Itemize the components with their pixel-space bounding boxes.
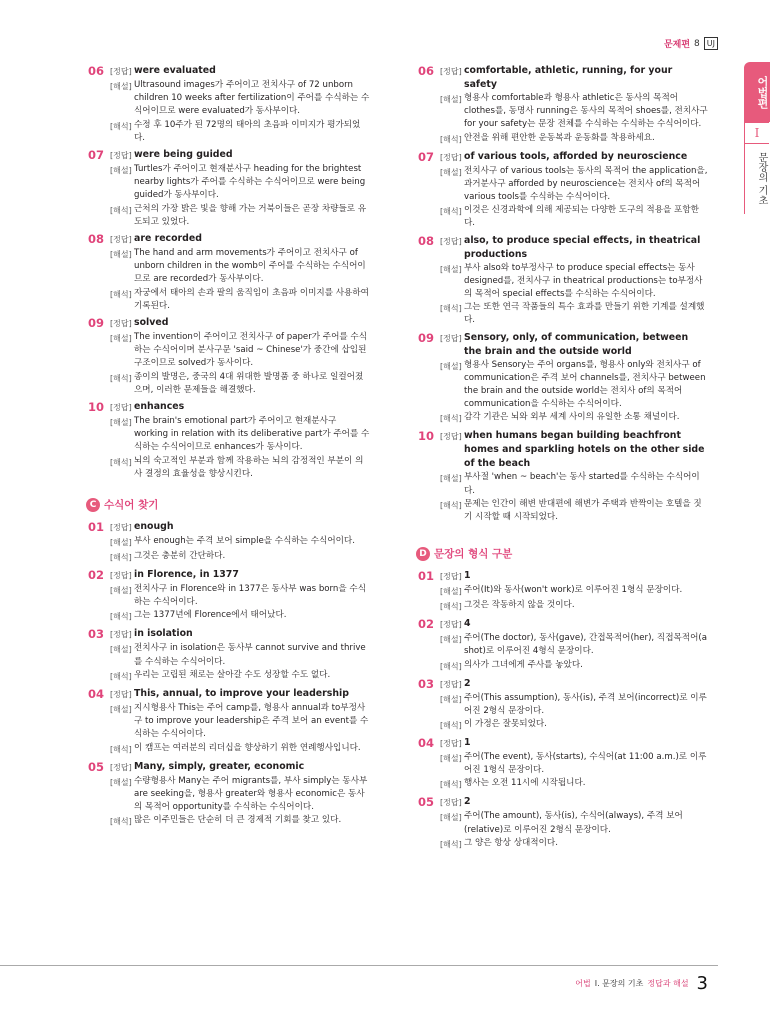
explanation-row	[110, 415, 370, 455]
translation-text: 그것은 작동하지 않을 것이다.	[464, 600, 575, 611]
explain-tag: [해설]	[440, 474, 462, 484]
translation-text: 근처의 가장 밝은 빛을 향해 가는 거북이들은 곧장 차량들로 유도되고 있었다.	[134, 203, 367, 227]
explanation-row	[110, 331, 370, 371]
answer-tag: [정답]	[440, 679, 462, 689]
answer-item	[418, 429, 708, 524]
answer-tag: [정답]	[440, 236, 462, 246]
explain-tag: [해설]	[440, 167, 462, 177]
answer-text: were being guided	[134, 149, 233, 161]
translation-row	[110, 814, 370, 829]
answer-row	[418, 331, 708, 359]
answer-text: of various tools, afforded by neuroscience	[464, 150, 688, 162]
translation-row	[110, 119, 370, 145]
item-number: 09	[88, 316, 105, 331]
translation-row	[440, 718, 708, 733]
explain-tag: [해설]	[440, 813, 462, 823]
answer-text: 1	[464, 737, 471, 749]
translation-row	[110, 371, 370, 397]
translation-text: 종이의 발명은, 중국의 4대 위대한 발명품 중 하나로 일컬어졌으며, 이러한 문제들을 해결했다.	[134, 371, 364, 395]
translation-row	[440, 777, 708, 792]
translation-row	[440, 599, 708, 614]
answer-text: enhances	[134, 401, 185, 413]
interp-tag: [해석]	[110, 205, 132, 215]
answer-item	[88, 568, 370, 624]
explanation-text: Turtles가 주어이고 현재분사구 heading for the brightest nearby lights가 주어를 수식하는 수식어이므로 were being guided가 동사부이다.	[134, 164, 366, 201]
explanation-text: 주어(The event), 동사(starts), 수식어(at 11:00 a.m.)로 이루어진 1형식 문장이다.	[464, 752, 707, 776]
explain-tag: [해설]	[110, 704, 132, 714]
translation-row	[440, 132, 708, 147]
explanation-text: 주어(This assumption), 동사(is), 주격 보어(incorrect)로 이루어진 2형식 문장이다.	[464, 692, 707, 716]
answer-tag: [정답]	[440, 572, 462, 582]
answer-text: in isolation	[134, 628, 193, 640]
answer-item	[418, 150, 708, 231]
answer-item	[88, 64, 370, 145]
answer-row	[418, 429, 708, 471]
interp-tag: [해석]	[110, 744, 132, 754]
item-number: 04	[88, 686, 105, 701]
explanation-text: 부사 also와 to부정사구 to produce special effects는 동사 designed를, 전치사구 in theatrical productions는 to부정사의 목적어 special effects를 수식하는 수식어이다.	[464, 262, 703, 300]
interp-tag: [해석]	[110, 289, 132, 299]
explanation-text: 형용사 Sensory는 주어 organs를, 형용사 only와 전치사구 of communication은 주격 보어 channels를, 전치사구 between the brain and the outside world는 전치사 of의 목적어 communication을 수식하는 수식어이다.	[464, 359, 706, 410]
right-column	[418, 64, 708, 855]
answer-item	[418, 64, 708, 147]
answer-item	[418, 331, 708, 427]
explanation-text: 전치사구 in Florence와 in 1377은 동사부 was born을 수식하는 수식어이다.	[134, 584, 367, 608]
explanation-text: The hand and arm movements가 주어이고 전치사구 of unborn children in the womb이 주어를 수식하는 수식어이므로 are recorded가 동사부이다.	[134, 248, 366, 285]
footer-page-number: 3	[696, 973, 708, 994]
explanation-row	[110, 702, 370, 742]
answer-text: Many, simply, greater, economic	[134, 760, 305, 772]
translation-row	[440, 411, 708, 426]
side-tab-chapter: 문장의 기초	[744, 144, 769, 214]
answer-tag: [정답]	[110, 689, 132, 699]
explanation-text: The invention이 주어이고 전치사구 of paper가 주어를 수식하는 수식어이며 분사구문 'said ~ Chinese'가 중간에 삽입된 구조이므로 solved가 동사이다.	[134, 332, 368, 369]
section-d-marker: D	[416, 547, 430, 561]
answer-text: This, annual, to improve your leadership	[134, 687, 349, 699]
answer-item	[88, 232, 370, 313]
section-d-heading	[416, 546, 708, 561]
interp-tag: [해석]	[440, 602, 462, 612]
explain-tag: [해설]	[440, 694, 462, 704]
explanation-row	[440, 165, 708, 205]
explain-tag: [해설]	[440, 587, 462, 597]
explain-tag: [해설]	[440, 635, 462, 645]
translation-row	[110, 609, 370, 624]
explain-tag: [해설]	[110, 82, 132, 91]
answer-item	[88, 400, 370, 481]
explanation-row	[440, 92, 708, 132]
translation-row	[440, 659, 708, 674]
answer-text: when humans began building beachfront homes and sparkling hotels on the other side of the beach	[464, 430, 705, 470]
interp-tag: [해석]	[440, 414, 462, 424]
answer-item	[418, 234, 708, 328]
answer-row	[418, 150, 708, 165]
explanation-text: The brain's emotional part가 주어이고 현재분사구 working in relation with its deliberative part가 주어를 수식하는 수식어이므로 enhances가 동사이다.	[134, 416, 370, 453]
answer-text: 4	[464, 618, 471, 630]
answer-item	[88, 687, 370, 757]
interp-tag: [해석]	[440, 780, 462, 790]
translation-text: 그 양은 항상 상대적이다.	[464, 837, 558, 848]
interp-tag: [해석]	[110, 121, 132, 131]
item-number: 07	[88, 148, 105, 163]
answer-row	[418, 736, 708, 751]
translation-text: 이 가정은 잘못되었다.	[464, 719, 547, 730]
item-number: 10	[418, 429, 435, 444]
translation-row	[440, 204, 708, 230]
translation-text: 그는 또한 연극 작품들의 특수 효과를 만들기 위한 기계를 설계했다.	[464, 302, 705, 326]
page-footer	[575, 973, 708, 994]
translation-text: 자궁에서 태아의 손과 팔의 움직임이 초음파 이미지를 사용하여 기록된다.	[134, 287, 369, 311]
item-number: 05	[418, 795, 435, 810]
interp-tag: [해석]	[110, 553, 132, 563]
explanation-text: 전치사구 of various tools는 동사의 목적어 the application을, 과거분사구 afforded by neuroscience는 전치사 of의 목적어 various tools를 수식하는 수식어이다.	[464, 165, 708, 203]
answer-tag: [정답]	[440, 333, 462, 343]
translation-text: 의사가 그녀에게 주사를 놓았다.	[464, 659, 583, 670]
answer-text: 2	[464, 677, 471, 689]
interp-tag: [해석]	[440, 839, 462, 849]
item-number: 06	[418, 64, 435, 78]
side-tab-part: 어법편	[744, 62, 770, 122]
explain-tag: [해설]	[440, 264, 462, 274]
translation-text: 그는 1377년에 Florence에서 태어났다.	[134, 610, 287, 621]
answer-tag: [정답]	[110, 151, 132, 161]
translation-text: 그것은 충분히 간단하다.	[134, 551, 226, 562]
answer-row	[88, 232, 370, 247]
explanation-text: Ultrasound images가 주어이고 전치사구 of 72 unborn children 10 weeks after fertilization이 주어를 수식하는 수식어이므로 were evaluated가 동사부이다.	[134, 80, 370, 117]
answer-row	[418, 234, 708, 262]
answer-tag: [정답]	[440, 739, 462, 749]
explain-tag: [해설]	[110, 586, 132, 596]
translation-text: 안전을 위해 편안한 운동복과 운동화를 착용하세요.	[464, 132, 655, 143]
item-number: 03	[88, 627, 105, 642]
section-d-title: 문장의 형식 구분	[434, 548, 513, 561]
explain-tag: [해설]	[110, 538, 132, 548]
answer-tag: [정답]	[110, 403, 132, 413]
answer-text: 1	[464, 570, 471, 582]
explanation-row	[110, 79, 370, 119]
answer-row	[88, 760, 370, 775]
item-number: 02	[88, 568, 105, 583]
page-header	[664, 37, 718, 50]
explanation-text: 부사 enough는 주격 보어 simple을 수식하는 수식어이다.	[134, 536, 355, 547]
item-number: 08	[418, 233, 435, 248]
answer-item	[418, 736, 708, 792]
answer-row	[418, 617, 708, 632]
translation-text: 감각 기관은 뇌와 외부 세계 사이의 유일한 소통 채널이다.	[464, 412, 680, 423]
answer-text: enough	[134, 521, 174, 533]
explanation-row	[440, 810, 708, 836]
explanation-row	[440, 692, 708, 718]
answer-item	[88, 316, 370, 397]
item-number: 09	[418, 330, 435, 345]
answer-row	[418, 64, 708, 92]
interp-tag: [해석]	[110, 671, 132, 681]
translation-text: 수정 후 10주가 된 72명의 태아의 초음파 이미지가 평가되었다.	[134, 119, 361, 143]
translation-row	[110, 550, 370, 565]
translation-row	[110, 669, 370, 684]
explanation-row	[440, 471, 708, 497]
explain-tag: [해설]	[110, 250, 132, 260]
answer-tag: [정답]	[110, 762, 132, 772]
answer-row	[418, 795, 708, 810]
item-number: 04	[418, 736, 435, 751]
answer-tag: [정답]	[440, 798, 462, 808]
translation-row	[440, 301, 708, 327]
section-c-title: 수식어 찾기	[104, 499, 159, 512]
answer-row	[88, 627, 370, 642]
answer-tag: [정답]	[110, 235, 132, 245]
answer-tag: [정답]	[440, 67, 462, 76]
answer-text: also, to produce special effects, in theatrical productions	[464, 234, 701, 260]
explanation-row	[110, 642, 370, 668]
explanation-row	[110, 163, 370, 203]
translation-row	[110, 203, 370, 229]
answer-row	[88, 64, 370, 79]
answer-text: 2	[464, 796, 471, 808]
answer-tag: [정답]	[440, 432, 462, 442]
footer-section: 어법	[575, 979, 591, 988]
answer-item	[88, 627, 370, 683]
header-section: 문제편	[663, 40, 691, 50]
left-item-list	[88, 64, 370, 481]
explanation-row	[440, 584, 708, 599]
interp-tag: [해석]	[110, 457, 132, 467]
explain-tag: [해설]	[440, 361, 462, 371]
answer-row	[88, 520, 370, 535]
answer-tag: [정답]	[110, 319, 132, 329]
explain-tag: [해설]	[110, 418, 132, 428]
answer-item	[418, 677, 708, 733]
explanation-row	[110, 775, 370, 815]
footer-rule	[0, 965, 718, 966]
answer-tag: [정답]	[110, 67, 132, 76]
interp-tag: [해석]	[110, 373, 132, 383]
answer-item	[418, 795, 708, 851]
footer-title: 정답과 해설	[647, 979, 689, 988]
translation-text: 우리는 고립된 채로는 살아갈 수도 성장할 수도 없다.	[134, 669, 331, 680]
explain-tag: [해설]	[110, 645, 132, 655]
explain-tag: [해설]	[440, 754, 462, 764]
explanation-text: 수량형용사 Many는 주어 migrants를, 부사 simply는 동사부 are seeking을, 형용사 greater와 형용사 economic은 동사의 목적어 opportunity를 수식하는 수식어이다.	[134, 775, 368, 812]
section-c-marker: C	[86, 498, 100, 512]
interp-tag: [해석]	[440, 500, 462, 510]
explain-tag: [해설]	[110, 777, 132, 787]
answer-item	[88, 148, 370, 229]
item-number: 07	[418, 149, 435, 164]
interp-tag: [해석]	[440, 207, 462, 217]
side-tab-roman: I	[744, 122, 769, 144]
d-item-list	[418, 569, 708, 852]
translation-text: 이 캠프는 여러분의 리더십을 향상하기 위한 연례행사입니다.	[134, 742, 361, 753]
answer-text: Sensory, only, of communication, between the brain and the outside world	[464, 331, 689, 357]
explain-tag: [해설]	[440, 95, 462, 104]
answer-row	[88, 148, 370, 163]
item-number: 03	[418, 676, 435, 691]
answer-tag: [정답]	[440, 152, 462, 162]
answer-item	[88, 760, 370, 830]
answer-item	[88, 520, 370, 565]
header-logo: UJ	[704, 37, 718, 50]
explain-tag: [해설]	[110, 334, 132, 344]
interp-tag: [해석]	[440, 661, 462, 671]
translation-text: 행사는 오전 11시에 시작됩니다.	[464, 778, 586, 789]
translation-row	[110, 742, 370, 757]
interp-tag: [해석]	[440, 134, 462, 144]
explanation-text: 주어(The amount), 동사(is), 수식어(always), 주격 보어(relative)로 이루어진 2형식 문장이다.	[464, 811, 683, 835]
translation-row	[440, 837, 708, 852]
answer-row	[88, 568, 370, 583]
answer-tag: [정답]	[110, 523, 132, 533]
interp-tag: [해석]	[440, 304, 462, 314]
explanation-text: 형용사 comfortable과 형용사 athletic은 동사의 목적어 clothes를, 동명사 running은 동사의 목적어 shoes를, 전치사구 for your safety는 문장 전체를 수식하는 수식하는 수식어이다.	[464, 93, 708, 130]
item-number: 08	[88, 232, 105, 247]
explanation-row	[440, 632, 708, 658]
explanation-text: 지시형용사 This는 주어 camp를, 형용사 annual과 to부정사구 to improve your leadership은 주격 보어 an event를 수식하는 수식어이다.	[134, 702, 369, 740]
translation-row	[110, 455, 370, 481]
left-column	[88, 64, 370, 832]
side-tab	[744, 62, 770, 214]
answer-tag: [정답]	[440, 620, 462, 630]
c-item-list	[88, 520, 370, 829]
explanation-row	[110, 247, 370, 287]
answer-tag: [정답]	[110, 571, 132, 581]
explain-tag: [해설]	[110, 166, 132, 176]
answer-text: comfortable, athletic, running, for your safety	[464, 65, 673, 90]
item-number: 06	[88, 64, 105, 78]
footer-chapter: I. 문장의 기초	[594, 979, 644, 988]
explanation-row	[440, 751, 708, 777]
explanation-row	[440, 359, 708, 412]
item-number: 05	[88, 759, 105, 774]
answer-row	[88, 316, 370, 331]
explanation-row	[110, 535, 370, 550]
translation-row	[440, 498, 708, 524]
answer-text: in Florence, in 1377	[134, 569, 239, 581]
item-number: 10	[88, 400, 105, 415]
answer-item	[418, 617, 708, 673]
translation-text: 많은 이주민들은 단순히 더 큰 경제적 기회를 찾고 있다.	[134, 815, 342, 826]
section-c-heading	[86, 497, 370, 512]
translation-text: 이것은 신경과학에 의해 제공되는 다양한 도구의 적용을 포함한다.	[464, 205, 699, 229]
answer-text: are recorded	[134, 233, 202, 245]
answer-row	[418, 677, 708, 692]
interp-tag: [해석]	[110, 817, 132, 827]
answer-row	[88, 687, 370, 702]
explanation-text: 부사절 'when ~ beach'는 동사 started를 수식하는 수식어이다.	[464, 472, 700, 496]
answer-tag: [정답]	[110, 630, 132, 640]
interp-tag: [해석]	[110, 612, 132, 622]
answer-text: were evaluated	[134, 65, 216, 76]
explanation-row	[440, 262, 708, 302]
explanation-row	[110, 583, 370, 609]
translation-row	[110, 287, 370, 313]
explanation-text: 주어(The doctor), 동사(gave), 간접목적어(her), 직접목적어(a shot)로 이루어진 4형식 문장이다.	[464, 633, 708, 657]
item-number: 02	[418, 617, 435, 632]
item-number: 01	[418, 569, 435, 584]
item-number: 01	[88, 520, 105, 535]
answer-item	[418, 569, 708, 614]
translation-text: 뇌의 숙고적인 부분과 함께 작용하는 뇌의 감정적인 부분이 의사 결정의 효율성을 향상시킨다.	[134, 455, 364, 479]
explanation-text: 주어(It)와 동사(won't work)로 이루어진 1형식 문장이다.	[464, 585, 683, 596]
explanation-text: 전치사구 in isolation은 동사부 cannot survive and thrive를 수식하는 수식어이다.	[134, 643, 366, 667]
interp-tag: [해석]	[440, 721, 462, 731]
right-item-list	[418, 64, 708, 524]
answer-row	[418, 569, 708, 584]
header-page: 8	[694, 38, 700, 49]
translation-text: 문제는 인간이 해변 반대편에 해변가 주택과 반짝이는 호텔을 짓기 시작할 때 시작되었다.	[464, 498, 702, 523]
answer-text: solved	[134, 317, 169, 329]
answer-row	[88, 400, 370, 415]
